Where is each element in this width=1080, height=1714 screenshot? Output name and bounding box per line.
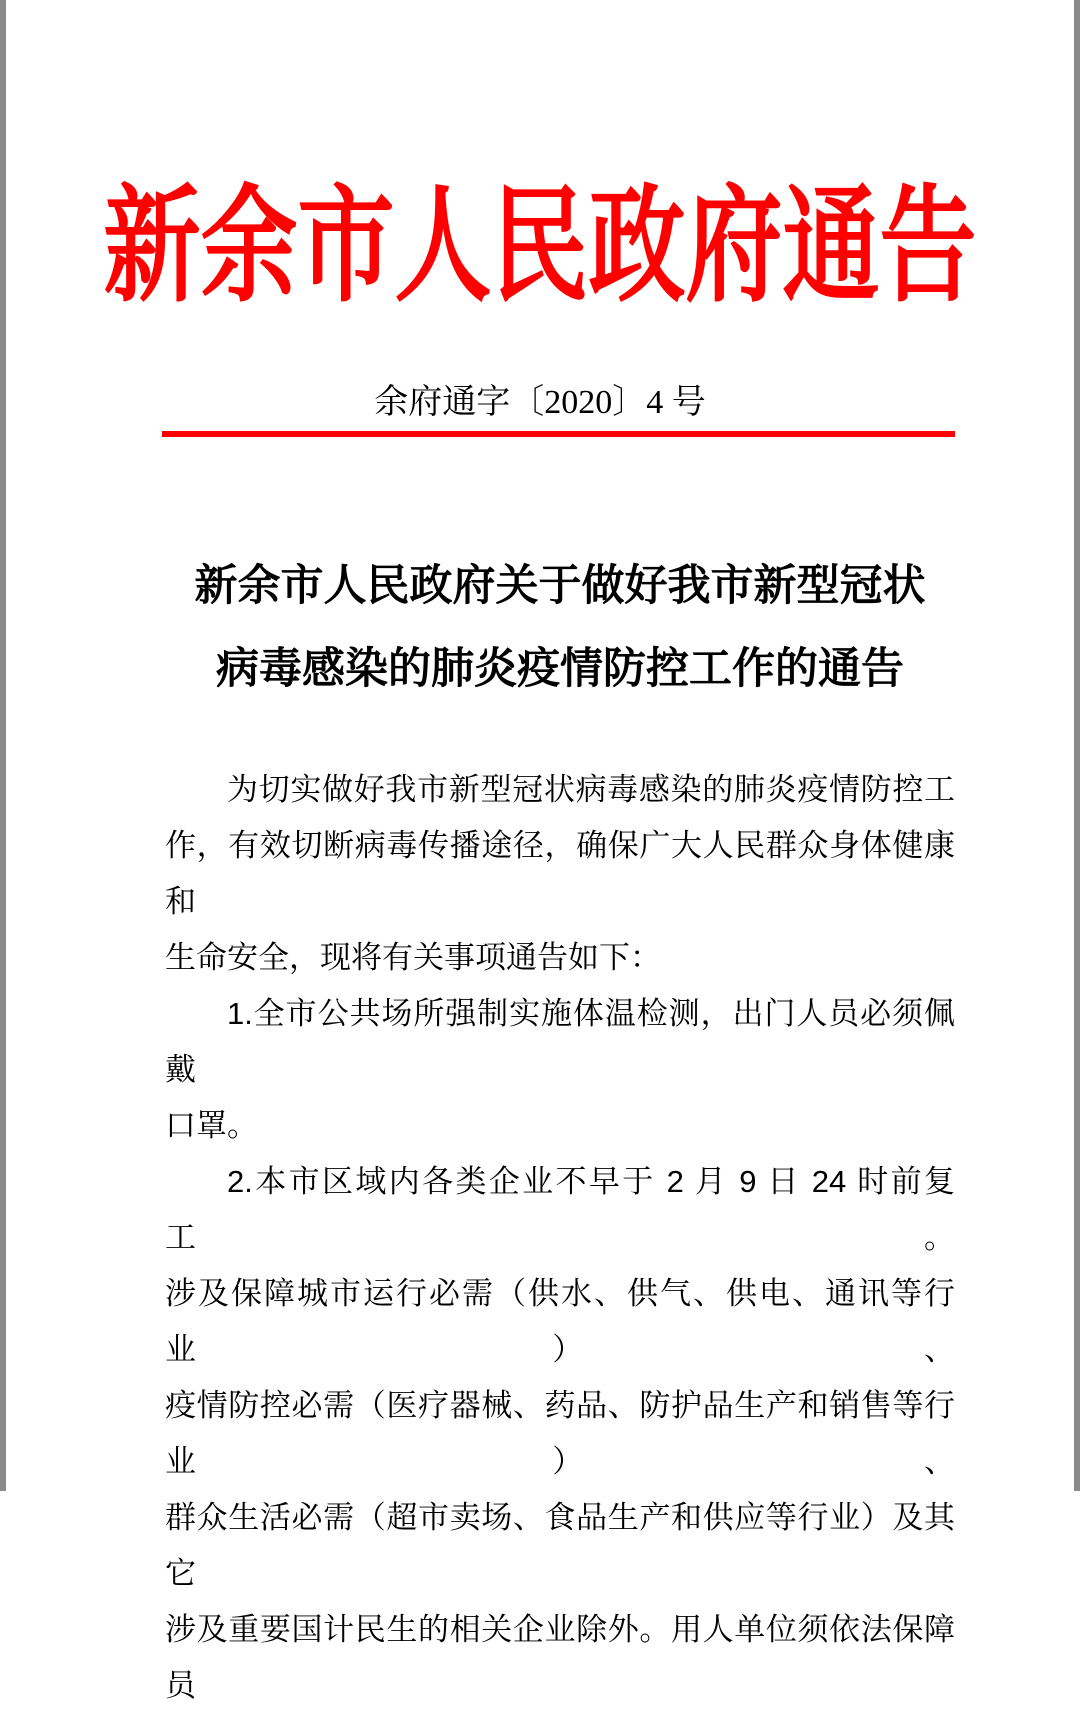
- notice-title: [165, 545, 955, 711]
- body-line: 涉及重要国计民生的相关企业除外。用人单位须依法保障员: [165, 1612, 955, 1703]
- body-line: 为切实做好我市新型冠状病毒感染的肺炎疫情防控工: [227, 772, 955, 807]
- notice-title-line: 病毒感染的肺炎疫情防控工作的通告: [216, 645, 904, 693]
- notice-body: [165, 762, 955, 1714]
- notice-title-line: 新余市人民政府关于做好我市新型冠状: [194, 562, 926, 610]
- banner-title-text: 新余市人民政府通告: [103, 175, 977, 317]
- body-line: 2.本市区域内各类企业不早于 2 月 9 日 24 时前复工。: [165, 1164, 955, 1255]
- body-line: 生命安全，现将有关事项通告如下：: [165, 940, 661, 975]
- body-line: 1.全市公共场所强制实施体温检测，出门人员必须佩戴: [165, 996, 955, 1087]
- banner-title: [0, 175, 1080, 317]
- doc-number: 余府通字〔2020〕4 号: [374, 384, 706, 421]
- body-line: 疫情防控必需（医疗器械、药品、防护品生产和销售等行业）、: [165, 1388, 955, 1479]
- red-divider-line: [162, 431, 955, 437]
- body-line: 群众生活必需（超市卖场、食品生产和供应等行业）及其它: [165, 1500, 955, 1591]
- body-line: 涉及保障城市运行必需（供水、供气、供电、通讯等行业）、: [165, 1276, 955, 1367]
- body-line: 口罩。: [165, 1108, 258, 1143]
- body-line: 作，有效切断病毒传播途径，确保广大人民群众身体健康和: [165, 828, 955, 919]
